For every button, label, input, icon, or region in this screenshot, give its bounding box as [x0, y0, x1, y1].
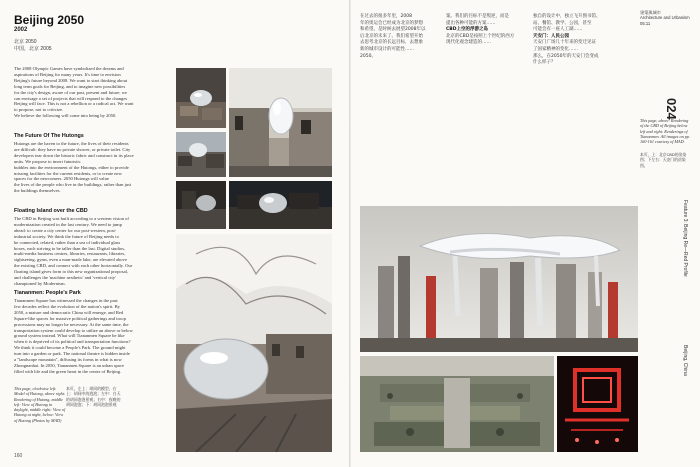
section-body-hutongs: [14, 141, 170, 194]
chinese-column-1: [360, 14, 438, 60]
text-line: can envisage a set of projects that will respond to the changes: [14, 95, 128, 101]
text-line: 2050, a mature and democratic China will emerge, and Red: [14, 309, 124, 315]
text-line: The CBD in Beijing was built according to a western vision of: [14, 216, 129, 221]
text-line: transportation system could develop to utilize an above or below: [14, 327, 133, 333]
cn-line: 天安门广场几十年来的变迁见证: [533, 40, 596, 46]
text-line: and challenges the 'machine aesthetic' and 'vertical city': [14, 275, 116, 281]
text-line: multi-media business centres, libraries, restaurants, libraries,: [14, 251, 126, 257]
rail-line: 05:11: [640, 20, 651, 26]
section-body-tiananmen: [14, 298, 170, 375]
cn-line: 后北京的未来了。我们希望开始: [360, 33, 423, 39]
text-line: few decades reflect the evolution of the nation's spirit. By: [14, 303, 120, 309]
text-line: when it is deprived of its political and transportation functions?: [14, 339, 131, 345]
text-line: We think it could become a People's Park. The ground might: [14, 345, 126, 351]
rail-line: Architecture and Urbanism: [640, 15, 690, 21]
chinese-title: 北京 2050: [14, 39, 37, 45]
text-line: the lives of the people who live in the buildings, rather than just: [14, 182, 132, 188]
text-line: Tiananmen Square has witnessed the changes in the past: [14, 298, 118, 303]
text-line: We believe the following will come into being by 2050.: [14, 113, 117, 119]
vertical-location-label: Beijing, China: [682, 345, 688, 376]
text-line: processions may no longer be necessary. At the same time, the: [14, 321, 129, 327]
cn-line: 新的城市设计的可能性……: [360, 46, 414, 52]
tiananmen-park-rendering: [360, 356, 554, 452]
cn-line: 北京的CBD是按照上个世纪的西方: [446, 33, 515, 39]
text-line: industrial society. We think the future of Beijing needs to: [14, 233, 119, 239]
side-caption-english: This page, above: Rendering of the CBD of Beijing below left and right: Renderings of Tiananmen. All images on pp. 160-161 courtesy of MAD.: [640, 118, 690, 145]
text-line: filled with life and the green heart in the center of Beijing.: [14, 368, 122, 374]
text-line: floating island gives form to this new organizational proposal,: [14, 269, 129, 275]
text-line: missing facilities for the current residents, or to create new: [14, 170, 122, 176]
page-number-right: 024: [664, 98, 679, 120]
cn-line: 可能会有一座人工湖……: [533, 27, 583, 33]
cn-line: 在过去的很多年里，2008: [360, 14, 412, 19]
text-line: boxes, each striving to be taller than the last. Digital studios,: [14, 245, 126, 251]
text-line: The 2008 Olympic Games have symbolized the dreams and: [14, 66, 124, 71]
text-line: Zhongnanhai. In 2050, Tiananmen Square is an urban space: [14, 362, 124, 368]
text-line: units. We propose to insert futuristic: [14, 158, 81, 164]
hutong-night-photo: [229, 181, 332, 229]
hutong-model-photo: [176, 68, 226, 128]
cn-line: 2050。: [360, 53, 376, 59]
tiananmen-night-rendering: [557, 356, 638, 452]
text-line: the existing CBD, and connect with each other horizontally. Our: [14, 263, 133, 269]
text-line: developers tear down the historic fabric and construct in its place: [14, 152, 134, 158]
side-caption-chinese: 本页，上：北京CBD的渲染图；下左右：天安门的渲染图。: [640, 152, 687, 168]
text-line: are difficult: they have no private shower, or private toilet. City: [14, 146, 131, 152]
cn-head-cbd: CBD上空的浮游之岛: [446, 27, 488, 33]
text-line: modernization created in the last century. We need to jump: [14, 221, 122, 227]
text-line: ground system instead. What will Tiananmen Square be like: [14, 333, 125, 339]
photo-caption-english: This page, clockwise left: Model of Hutong, above right: Rendering of Hutong, middle left: View of Hutong in daylight, middle right: View of Hutong at night, below: View of Hutong (Photos by MAD): [14, 386, 66, 423]
rail-line: 建築與城市: [640, 10, 661, 15]
section-heading-tiananmen: Tiananmen: People's Park: [14, 290, 81, 296]
text-line: to propose, not to criticize.: [14, 107, 64, 113]
text-line: Square-like spaces for massive political gatherings and troop: [14, 315, 126, 321]
text-line: Hutongs are the haven to the future, the lives of their residents: [14, 141, 129, 146]
cn-line: 什么样子？: [533, 60, 556, 66]
text-line: Beijing's future beyond 2008. We want to start thinking about: [14, 77, 128, 83]
chinese-column-3: [533, 14, 613, 67]
section-heading-hutongs: The Future Of The Hutongs: [14, 133, 84, 139]
cn-head-tiananmen: 天安门：人民公园: [533, 33, 569, 39]
text-line: the buildings themselves.: [14, 188, 61, 194]
text-line: spaces for the newcomers. 2050 Hutongs will value: [14, 176, 109, 182]
cn-line: 现代化观念建造的……: [446, 40, 491, 46]
text-line: ahead: to create a city center for our post-western, post-: [14, 227, 117, 233]
magazine-rail: [640, 10, 690, 26]
cn-line: 提出各种可能的方案……: [446, 20, 496, 26]
text-line: aspirations of Beijing for many years. It's time to envision: [14, 71, 121, 77]
text-line: be connected, related, rather than a sea of individual glass: [14, 239, 121, 245]
page-number-left: 160: [14, 453, 23, 459]
chinese-column-2: [446, 14, 526, 47]
location-line: 中国，北京 2005: [14, 46, 52, 52]
cn-line: 了国家精神的变化……: [533, 46, 578, 52]
cn-line: 独自的设计中，独立飞升图书馆、: [533, 14, 601, 19]
text-line: a "landscape mountain", diffusing its forms in what is now: [14, 357, 122, 363]
cbd-floating-island-rendering: [360, 206, 638, 352]
text-line: for the city's design, aware of our past, present and future, we: [14, 89, 128, 95]
page-gutter: [349, 0, 351, 467]
article-title: Beijing 2050: [14, 13, 85, 27]
text-line: bubbles into the environment of the Hutongs, either to provide: [14, 164, 129, 170]
cn-line: 年的奥运会已经成为北京的梦想: [360, 20, 423, 26]
cn-line: 和希望。是时候去展望2008年以: [360, 27, 426, 33]
hutong-bubble-large-photo: [176, 234, 332, 452]
text-line: long term goals for Beijing, and to imagine new possibilities: [14, 83, 126, 89]
photo-caption-chinese: 本页，左上：胡同的模型，右上：胡同中的泡泡；左中：白天的胡同泡泡景观；右中：夜晚的胡同泡泡；下：胡同泡泡景观: [66, 386, 121, 407]
intro-paragraph: [14, 66, 170, 119]
hutong-rendering-photo: [229, 68, 332, 177]
text-line: Beijing will face. This is not a rebellion or a radical act. We want: [14, 101, 134, 107]
cn-line: 站、餐馆、教学、公园，甚至: [533, 20, 592, 26]
cn-line: 案。我们的目标不是叛逆，而是: [446, 14, 509, 19]
section-heading-cbd: Floating Island over the CBD: [14, 208, 88, 214]
text-line: championed by Modernism.: [14, 280, 66, 286]
article-year: 2002: [14, 27, 28, 33]
text-line: sightseeing, gyms, even a man-made lake, are elevated above: [14, 257, 127, 263]
hutong-daylight-photo: [176, 132, 226, 177]
hutong-street-photo: [176, 181, 226, 229]
cn-line: 那么，在2050年的天安门会变成: [533, 53, 599, 59]
section-body-cbd: [14, 216, 170, 287]
vertical-feature-label: Feature 3: Beijing Re—Red Profile: [682, 200, 688, 277]
text-line: turn into a garden or park. The national theatre is hidden inside: [14, 351, 130, 357]
cn-line: 去思考北京的长远目标，去想象: [360, 40, 423, 46]
